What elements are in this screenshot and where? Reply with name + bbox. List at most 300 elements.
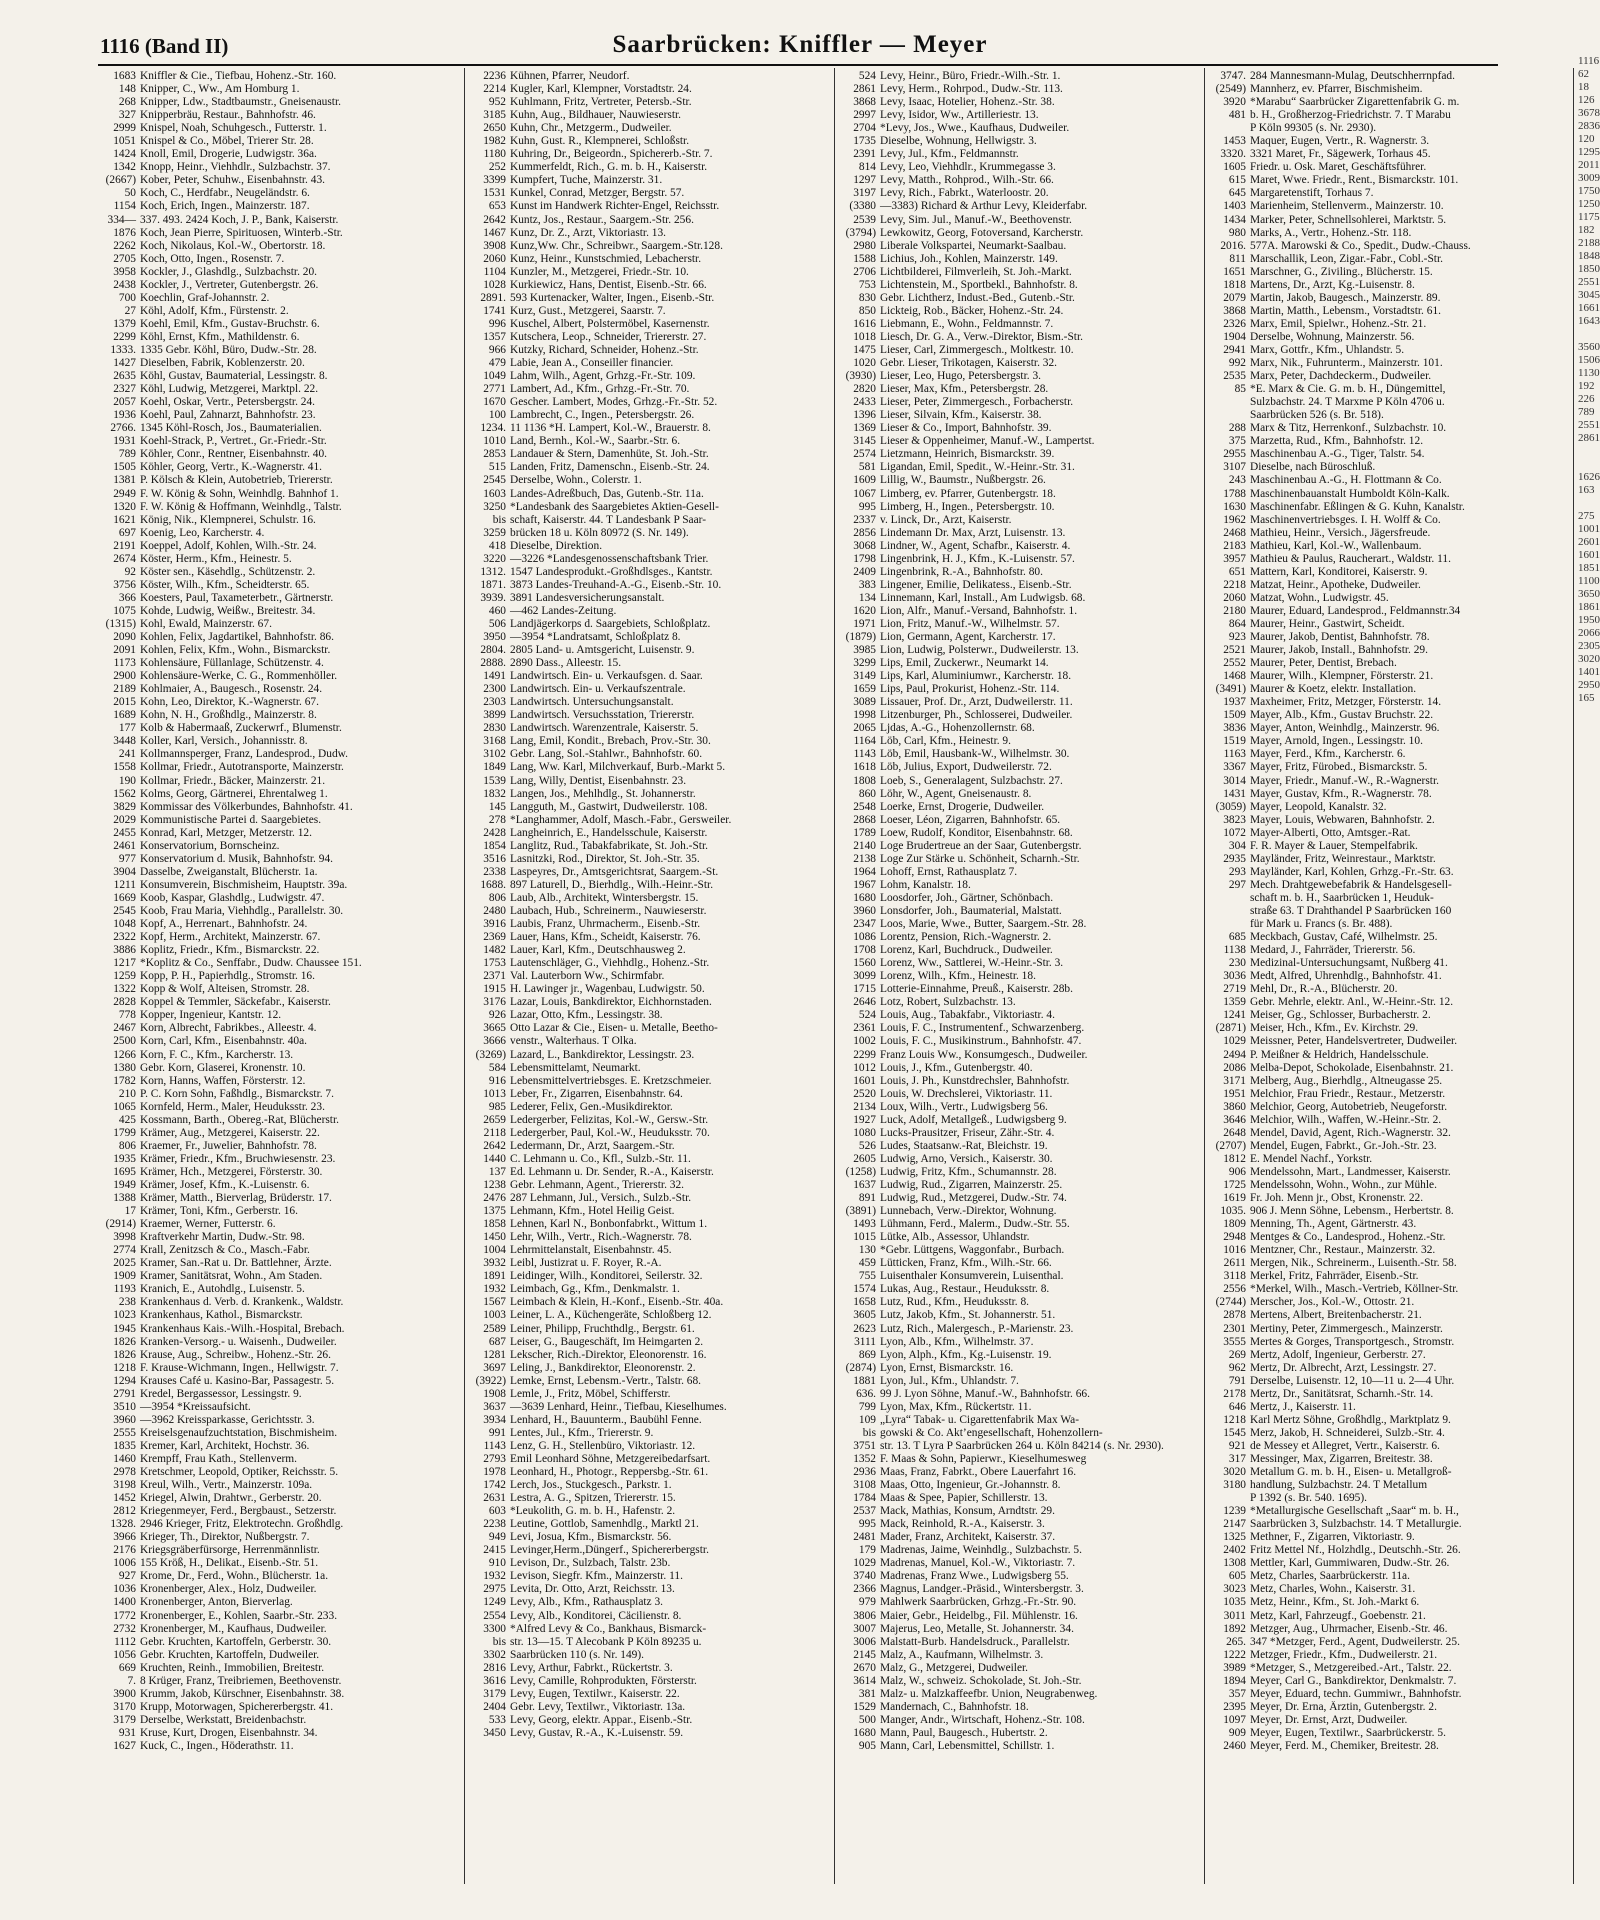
phone-number: 3829 — [113, 800, 136, 813]
directory-entry — [468, 1009, 830, 1022]
entry-text: Kunkel, Conrad, Metzger, Bergstr. 57. — [510, 187, 685, 200]
phone-number: 130 — [858, 1244, 876, 1257]
directory-entry — [98, 1727, 460, 1740]
phone-number: 1605 — [1223, 161, 1246, 174]
phone-number: 1241 — [1223, 1009, 1246, 1022]
phone-number: 3932 — [483, 1257, 506, 1270]
column-divider — [1573, 68, 1574, 1884]
phone-number: (3059) — [1215, 800, 1246, 813]
directory-entry — [838, 1570, 1200, 1583]
phone-number: 3007 — [853, 1622, 876, 1635]
entry-text: Martin, Matth., Lebensm., Vorstadtstr. 61. — [1250, 304, 1441, 317]
directory-entry — [838, 187, 1200, 200]
entry-text: Meckbach, Gustav, Café, Wilhelmstr. 25. — [1250, 931, 1438, 944]
phone-number: 1891 — [483, 1270, 506, 1283]
directory-entry — [468, 253, 830, 266]
directory-column-3 — [838, 70, 1200, 1882]
entry-text: Lips, Emil, Zuckerwr., Neumarkt 14. — [880, 657, 1049, 670]
directory-entry — [838, 1544, 1200, 1557]
phone-number: 1218 — [113, 1361, 136, 1374]
entry-text: handlung, Sulzbachstr. 24. T Metallum — [1250, 1479, 1428, 1492]
phone-number: 2539 — [853, 213, 876, 226]
directory-entry — [468, 109, 830, 122]
phone-number: 1015 — [853, 1231, 876, 1244]
directory-entry — [98, 1362, 460, 1375]
directory-entry — [98, 553, 460, 566]
phone-number: 1715 — [853, 983, 876, 996]
directory-entry — [98, 1583, 460, 1596]
directory-entry — [468, 1205, 830, 1218]
entry-text: Levison, Dr., Sulzbach, Talstr. 23b. — [510, 1557, 671, 1570]
entry-text: Marx, Emil, Spielwr., Hohenz.-Str. 21. — [1250, 317, 1427, 330]
phone-number: 375 — [1228, 435, 1246, 448]
phone-number: 297 — [1228, 878, 1246, 891]
directory-entry — [468, 1701, 830, 1714]
directory-entry — [838, 1283, 1200, 1296]
directory-entry — [1208, 722, 1564, 735]
entry-text: Malstatt-Burb. Handelsdruck., Parallelstr. — [880, 1635, 1070, 1648]
directory-entry — [468, 292, 830, 305]
phone-number: 2236 — [483, 70, 506, 82]
phone-number: 1998 — [853, 709, 876, 722]
entry-text: Mayer-Alberti, Otto, Amtsger.-Rat. — [1250, 826, 1411, 839]
entry-text: Gebr. Kruchten, Kartoffeln, Dudweiler. — [140, 1648, 320, 1661]
entry-text: Lehmann, Kfm., Hotel Heilig Geist. — [510, 1205, 675, 1218]
edge-number: 126 — [1578, 94, 1595, 106]
phone-number: 1670 — [483, 396, 506, 409]
entry-text: Koob, Kaspar, Glashdlg., Ludwigstr. 47. — [140, 891, 325, 904]
directory-entry — [1208, 905, 1564, 918]
entry-text: Laspeyres, Dr., Amtsgerichtsrat, Saargem.-St. — [510, 865, 719, 878]
phone-number: 243 — [1228, 474, 1246, 487]
directory-entry — [838, 788, 1200, 801]
entry-text: Krauses Café u. Kasino-Bar, Passagestr. 5. — [140, 1374, 335, 1387]
phone-number: 1967 — [853, 878, 876, 891]
phone-number: (2744) — [1215, 1296, 1246, 1309]
phone-number: 1809 — [1223, 1218, 1246, 1231]
directory-entry — [838, 1662, 1200, 1675]
phone-number: 3099 — [853, 970, 876, 983]
phone-number: 3998 — [113, 1231, 136, 1244]
phone-number: 2079 — [1223, 291, 1246, 304]
phone-number: 1482 — [483, 944, 506, 957]
phone-number: 636. — [856, 1387, 876, 1400]
entry-text: Emil Leonhard Söhne, Metzgereibedarfsart. — [510, 1452, 711, 1465]
phone-number: 524 — [858, 70, 876, 82]
phone-number: 2480 — [483, 905, 506, 917]
phone-number: 1163 — [1223, 748, 1246, 761]
edge-number: 2305 — [1578, 640, 1600, 652]
entry-text: Gebr. Lieser, Trikotagen, Kaiserstr. 32. — [880, 357, 1058, 370]
directory-entry — [468, 1153, 830, 1166]
directory-entry — [468, 592, 830, 605]
directory-entry — [838, 331, 1200, 344]
phone-number: 241 — [118, 748, 136, 761]
entry-text: Melchior, Frau Friedr., Restaur., Metzerstr. — [1250, 1087, 1446, 1100]
directory-entry — [1208, 1062, 1564, 1075]
entry-text: Kopper, Ingenieur, Kantstr. 12. — [140, 1009, 282, 1022]
entry-text: Kockler, J., Vertreter, Gutenbergstr. 26. — [140, 278, 319, 291]
directory-entry — [1208, 266, 1564, 279]
directory-entry — [468, 1309, 830, 1322]
phone-number: (1879) — [845, 631, 876, 644]
directory-entry — [468, 501, 830, 514]
phone-number: 906 — [1228, 1165, 1246, 1178]
entry-text: Lion, Alfr., Manuf.-Versand, Bahnhofstr. 1. — [880, 604, 1078, 617]
directory-entry — [98, 1466, 460, 1479]
directory-entry — [1208, 592, 1564, 605]
entry-text: Kriegenmeyer, Ferd., Bergbaust., Setzerstr. — [140, 1505, 337, 1518]
entry-text: Otto Lazar & Cie., Eisen- u. Metalle, Beetho- — [510, 1022, 718, 1035]
entry-text: Kossmann, Barth., Obereg.-Rat, Blücherstr. — [140, 1113, 339, 1126]
phone-number: 2552 — [1223, 657, 1246, 670]
entry-text: Mack, Mathias, Konsum, Arndtstr. 29. — [880, 1505, 1055, 1518]
directory-entry — [468, 1714, 830, 1727]
entry-text: Krämer, Josef, Kfm., K.-Luisenstr. 6. — [140, 1178, 310, 1191]
entry-text: Leiser, G., Baugeschäft, Im Heimgarten 2. — [510, 1335, 704, 1348]
entry-text: Kretschmer, Leopold, Optiker, Reichsstr. 5. — [140, 1466, 339, 1479]
entry-text: Meyer, Ferd. M., Chemiker, Breitestr. 28. — [1250, 1740, 1439, 1752]
phone-number: 1180 — [483, 148, 506, 161]
entry-text: 337. 493. 2424 Koch, J. P., Bank, Kaiserstr. — [140, 213, 339, 226]
phone-number: 1619 — [1223, 1192, 1246, 1205]
edge-number: 1100 — [1578, 575, 1600, 587]
directory-entry — [838, 370, 1200, 383]
phone-number: 2391 — [853, 148, 876, 161]
entry-text: Derselbe, Werkstatt, Breidenbachstr. — [140, 1713, 307, 1726]
phone-number: 2812 — [113, 1505, 136, 1518]
directory-entry — [1208, 1140, 1564, 1153]
entry-text: Meyer, Carl G., Bankdirektor, Denkmalstr. 7. — [1250, 1674, 1457, 1687]
directory-entry — [1208, 1610, 1564, 1623]
entry-text: Levy, Alb., Konditorei, Cäcilienstr. 8. — [510, 1609, 682, 1622]
phone-number: 2191 — [113, 539, 136, 552]
entry-text: Ledergerber, Paul, Kol.-W., Heuduksstr. 70. — [510, 1126, 710, 1139]
directory-column-2 — [468, 70, 830, 1882]
directory-entry — [1208, 1518, 1564, 1531]
phone-number: 1328. — [110, 1518, 136, 1531]
directory-entry — [98, 1349, 460, 1362]
directory-entry — [838, 1009, 1200, 1022]
entry-text: Maier, Gebr., Heidelbg., Fil. Mühlenstr. 16. — [880, 1609, 1078, 1622]
entry-text: Gebr. Mehrle, elektr. Anl., W.-Heinr.-Str. 12. — [1250, 996, 1454, 1009]
phone-number: 2646 — [853, 996, 876, 1009]
entry-text: Madrenas, Franz Wwe., Ludwigsberg 55. — [880, 1570, 1069, 1583]
entry-text: Koesters, Paul, Taxameterbetr., Gärtnerstr. — [140, 591, 334, 604]
phone-number: 869 — [858, 1348, 876, 1361]
entry-text: Meyer, Dr. Ernst, Arzt, Dudweiler. — [1250, 1713, 1408, 1726]
phone-number: 2460 — [1223, 1740, 1246, 1752]
entry-text: Levy, Jul., Kfm., Feldmannstr. — [880, 148, 1019, 161]
entry-text: *Gebr. Lüttgens, Waggonfabr., Burbach. — [880, 1244, 1065, 1257]
entry-text: Lips, Paul, Prokurist, Hohenz.-Str. 114. — [880, 683, 1060, 696]
phone-number: 977 — [118, 852, 136, 865]
entry-text: Val. Lauterborn Ww., Schirmfabr. — [510, 970, 665, 983]
phone-number: 2060 — [1223, 591, 1246, 604]
directory-entry — [98, 1649, 460, 1662]
phone-number: 3197 — [853, 187, 876, 200]
phone-number: 265. — [1226, 1635, 1246, 1648]
entry-text: Mertz, J., Kaiserstr. 11. — [1250, 1400, 1356, 1413]
entry-text: Louis, J., Kfm., Gutenbergstr. 40. — [880, 1061, 1033, 1074]
entry-text: Leling, J., Bankdirektor, Eleonorenstr. 2. — [510, 1361, 696, 1374]
entry-text: Lühmann, Ferd., Malerm., Dudw.-Str. 55. — [880, 1218, 1070, 1231]
entry-text: Mahlwerk Saarbrücken, Grhzg.-Fr.-Str. 90. — [880, 1596, 1077, 1609]
entry-text: Meissner, Peter, Handelsvertreter, Dudweiler. — [1250, 1035, 1458, 1048]
phone-number: 1143 — [483, 1439, 506, 1452]
phone-number: 148 — [118, 83, 136, 96]
phone-number: 1467 — [483, 226, 506, 239]
directory-entry — [1208, 1453, 1564, 1466]
directory-entry — [98, 135, 460, 148]
edge-number — [1578, 445, 1600, 458]
entry-text: Kopf, A., Herrenart., Bahnhofstr. 24. — [140, 918, 308, 931]
directory-entry — [98, 148, 460, 161]
entry-text: Lautenschläger, G., Viehhdlg., Hohenz.-Str. — [510, 957, 710, 970]
phone-number: 806 — [488, 891, 506, 904]
entry-text: Kopp & Wolf, Alteisen, Stromstr. 28. — [140, 983, 310, 996]
directory-entry — [468, 696, 830, 709]
phone-number: 2554 — [483, 1609, 506, 1622]
entry-text: Kunz, Heinr., Kunstschmied, Lebacherstr. — [510, 252, 702, 265]
entry-text: gowski & Co. Akt’engesellschaft, Hohenzollern- — [880, 1426, 1103, 1439]
entry-text: brücken 18 u. Köln 80972 (S. Nr. 149). — [510, 526, 689, 539]
directory-entry — [838, 1127, 1200, 1140]
directory-entry — [1208, 983, 1564, 996]
directory-entry — [468, 788, 830, 801]
directory-entry — [468, 748, 830, 761]
phone-number: 2830 — [483, 722, 506, 735]
phone-number: 210 — [118, 1087, 136, 1100]
entry-text: Meyer, Eduard, techn. Gummiwr., Bahnhofstr. — [1250, 1687, 1462, 1700]
entry-text: Liberale Volkspartei, Neumarkt-Saalbau. — [880, 239, 1067, 252]
directory-entry — [1208, 122, 1564, 135]
edge-number: 226 — [1578, 393, 1595, 405]
edge-number: 3678 — [1578, 107, 1600, 119]
directory-entry — [468, 1192, 830, 1205]
entry-text: Knipper, C., Ww., Am Homburg 1. — [140, 83, 300, 96]
entry-text: Kolb & Habermaaß, Zuckerwrf., Blumenstr. — [140, 722, 342, 735]
entry-text: Krämer, Hch., Metzgerei, Försterstr. 30. — [140, 1165, 323, 1178]
entry-text: Ledergerber, Felizitas, Kol.-W., Gersw.-Str. — [510, 1113, 709, 1126]
phone-number: 1396 — [853, 409, 876, 422]
phone-number: 2556 — [1223, 1283, 1246, 1296]
entry-text: für Mark u. Francs (s. Br. 488). — [1250, 918, 1393, 931]
directory-entry — [1208, 357, 1564, 370]
directory-entry — [838, 227, 1200, 240]
phone-number: 1453 — [1223, 135, 1246, 148]
directory-entry — [468, 1362, 830, 1375]
directory-entry — [98, 409, 460, 422]
entry-text: Louis, W. Drechslerei, Viktoriastr. 11. — [880, 1087, 1053, 1100]
entry-text: —3226 *Landesgenossenschaftsbank Trier. — [510, 552, 709, 565]
edge-number: 62 — [1578, 68, 1589, 80]
phone-number: 2327 — [113, 383, 136, 396]
entry-text: Lütticken, Franz, Kfm., Wilh.-Str. 66. — [880, 1257, 1052, 1270]
entry-text: 577A. Marowski & Co., Spedit., Dudw.-Chauss. — [1250, 239, 1471, 252]
entry-text: Lindemann Dr. Max, Arzt, Luisenstr. 13. — [880, 526, 1066, 539]
phone-number: 3170 — [113, 1700, 136, 1713]
edge-number: 1848 — [1578, 250, 1600, 262]
entry-text: Lillig, W., Baumstr., Nußbergstr. 26. — [880, 474, 1046, 487]
directory-entry — [98, 83, 460, 96]
phone-number: 1234. — [480, 422, 506, 435]
entry-text: Metz, Heinr., Kfm., St. Joh.-Markt 6. — [1250, 1596, 1420, 1609]
phone-number: 799 — [858, 1400, 876, 1413]
entry-text: Lang, Emil, Kondit., Brebach, Prov.-Str. 30. — [510, 735, 711, 748]
directory-column-1 — [98, 70, 460, 1882]
phone-number: 1259 — [113, 970, 136, 983]
entry-text: Kunst im Handwerk Richter-Engel, Reichsstr. — [510, 200, 720, 213]
directory-entry — [838, 109, 1200, 122]
entry-text: Kunz,Ww. Chr., Schreibwr., Saargem.-Str.128. — [510, 239, 723, 252]
directory-entry — [1208, 631, 1564, 644]
directory-entry — [1208, 1375, 1564, 1388]
entry-text: Koeppel, Adolf, Kohlen, Wilh.-Str. 24. — [140, 539, 317, 552]
entry-text: Langen, Jos., Mehlhdlg., St. Johannerstr. — [510, 787, 696, 800]
phone-number: 2134 — [853, 1100, 876, 1113]
directory-entry — [468, 1636, 830, 1649]
phone-number: 1982 — [483, 135, 506, 148]
directory-entry — [1208, 1740, 1564, 1753]
directory-entry — [1208, 1531, 1564, 1544]
directory-entry — [98, 827, 460, 840]
entry-text: Lorenz, Ww., Sattlerei, W.-Heinr.-Str. 3. — [880, 957, 1064, 970]
entry-text: *Leukolith, G. m. b. H., Hafenstr. 2. — [510, 1505, 676, 1518]
directory-entry — [468, 227, 830, 240]
phone-number: bis — [862, 1426, 876, 1439]
directory-entry — [468, 122, 830, 135]
phone-number: 1894 — [1223, 1674, 1246, 1687]
entry-text: Löb, Julius, Export, Dudweilerstr. 72. — [880, 761, 1052, 774]
edge-number: 1506 — [1578, 354, 1600, 366]
directory-entry — [838, 1270, 1200, 1283]
entry-text: Krämer, Toni, Kfm., Gerberstr. 16. — [140, 1205, 298, 1218]
directory-entry — [468, 553, 830, 566]
entry-text: Gescher. Lambert, Modes, Grhzg.-Fr.-Str. 52. — [510, 396, 718, 409]
phone-number: 2521 — [1223, 644, 1246, 657]
entry-text: Matzat, Wohn., Ludwigstr. 45. — [1250, 591, 1389, 604]
phone-number: 2428 — [483, 826, 506, 839]
directory-entry — [1208, 1270, 1564, 1283]
phone-number: 1616 — [853, 317, 876, 330]
directory-entry — [1208, 1257, 1564, 1270]
entry-text: Kockler, J., Glashdlg., Sulzbachstr. 20. — [140, 265, 318, 278]
entry-text: Kreiselsgenaufzuchtstation, Bischmisheim. — [140, 1426, 338, 1439]
directory-entry — [838, 1531, 1200, 1544]
directory-entry — [98, 122, 460, 135]
entry-text: Koob, Frau Maria, Viehhdlg., Parallelstr. 30. — [140, 905, 344, 917]
entry-text: E. Mendel Nachf., Yorkstr. — [1250, 1152, 1373, 1165]
phone-number: 1951 — [1223, 1087, 1246, 1100]
phone-number: 3111 — [854, 1335, 876, 1348]
directory-entry — [1208, 174, 1564, 187]
entry-text: Liebmann, E., Wohn., Feldmannstr. 7. — [880, 317, 1054, 330]
entry-text: Kohn, Leo, Direktor, K.-Wagnerstr. 67. — [140, 696, 319, 709]
phone-number: 1173 — [113, 657, 136, 670]
phone-number: 1281 — [483, 1348, 506, 1361]
entry-text: Lyon, Alb., Kfm., Wilhelmstr. 37. — [880, 1335, 1034, 1348]
entry-text: Kommissar des Völkerbundes, Bahnhofstr. 41. — [140, 800, 353, 813]
entry-text: Linnemann, Karl, Install., Am Ludwigsb. 68. — [880, 591, 1086, 604]
phone-number: 3023 — [1223, 1583, 1246, 1596]
entry-text: Lazard, L., Bankdirektor, Lessingstr. 23. — [510, 1048, 695, 1061]
phone-number: 1012 — [853, 1061, 876, 1074]
phone-number: 1342 — [113, 161, 136, 174]
phone-number: 2347 — [853, 918, 876, 931]
phone-number: (1258) — [845, 1165, 876, 1178]
phone-number: 2868 — [853, 813, 876, 826]
phone-number: 949 — [488, 1531, 506, 1544]
phone-number: 3646 — [1223, 1113, 1246, 1126]
phone-number: 317 — [1228, 1452, 1246, 1465]
directory-entry — [468, 1323, 830, 1336]
directory-entry — [468, 409, 830, 422]
phone-number: 1689 — [113, 709, 136, 722]
entry-text: Kohlen, Felix, Jagdartikel, Bahnhofstr. 86. — [140, 631, 334, 644]
phone-number: 2891. — [480, 291, 506, 304]
entry-text: Koppel & Temmler, Säckefabr., Kaiserstr. — [140, 996, 331, 1009]
directory-entry — [838, 1610, 1200, 1623]
directory-entry — [98, 1610, 460, 1623]
entry-text: Köhl, Ernst, Kfm., Mathildenstr. 6. — [140, 330, 300, 343]
edge-number: 1130 — [1578, 367, 1600, 379]
directory-entry — [838, 83, 1200, 96]
entry-text: Kronenberger, Anton, Bierverlag. — [140, 1596, 293, 1609]
phone-number: 2090 — [113, 631, 136, 644]
phone-number: 1249 — [483, 1596, 506, 1609]
phone-number: 1637 — [853, 1178, 876, 1191]
directory-entry — [1208, 1557, 1564, 1570]
phone-number: 1630 — [1223, 500, 1246, 513]
directory-entry — [468, 1088, 830, 1101]
entry-text: Krämer, Aug., Metzgerei, Kaiserstr. 22. — [140, 1126, 320, 1139]
directory-entry — [838, 135, 1200, 148]
phone-number: 2371 — [483, 970, 506, 983]
phone-number: 1193 — [113, 1283, 136, 1296]
directory-entry — [98, 579, 460, 592]
directory-entry — [468, 279, 830, 292]
entry-text: F. Krause-Wichmann, Ingen., Hellwigstr. 7. — [140, 1361, 339, 1374]
entry-text: Lyon, Ernst, Bismarckstr. 16. — [880, 1361, 1014, 1374]
phone-number: 811 — [1229, 252, 1246, 265]
phone-number: 268 — [118, 96, 136, 109]
entry-text: Fr. Joh. Menn jr., Obst, Kronenstr. 22. — [1250, 1192, 1424, 1205]
entry-text: Laubis, Franz, Uhrmacherm., Eisenb.-Str. — [510, 918, 701, 931]
entry-text: Lotterie-Einnahme, Preuß., Kaiserstr. 28b. — [880, 983, 1073, 996]
directory-entry — [838, 1244, 1200, 1257]
directory-entry — [838, 1114, 1200, 1127]
entry-text: Limberg, ev. Pfarrer, Gutenbergstr. 18. — [880, 487, 1056, 500]
phone-number: 1978 — [483, 1466, 506, 1479]
phone-number: 1741 — [483, 304, 506, 317]
entry-text: Mann, Paul, Baugesch., Hubertstr. 2. — [880, 1726, 1048, 1739]
directory-entry — [468, 644, 830, 657]
entry-text: Lichtbilderei, Filmverleih, St. Joh.-Markt. — [880, 265, 1072, 278]
directory-entry — [838, 748, 1200, 761]
phone-number: 980 — [1228, 226, 1246, 239]
directory-entry — [1208, 1088, 1564, 1101]
phone-number: 3616 — [483, 1674, 506, 1687]
edge-number: 1661 — [1578, 302, 1600, 314]
directory-entry — [1208, 748, 1564, 761]
directory-entry — [98, 344, 460, 357]
directory-entry — [838, 461, 1200, 474]
directory-entry — [1208, 1075, 1564, 1088]
entry-text: Louis, Aug., Tabakfabr., Viktoriastr. 4. — [880, 1009, 1055, 1022]
directory-entry — [98, 1675, 460, 1688]
directory-entry — [468, 396, 830, 409]
